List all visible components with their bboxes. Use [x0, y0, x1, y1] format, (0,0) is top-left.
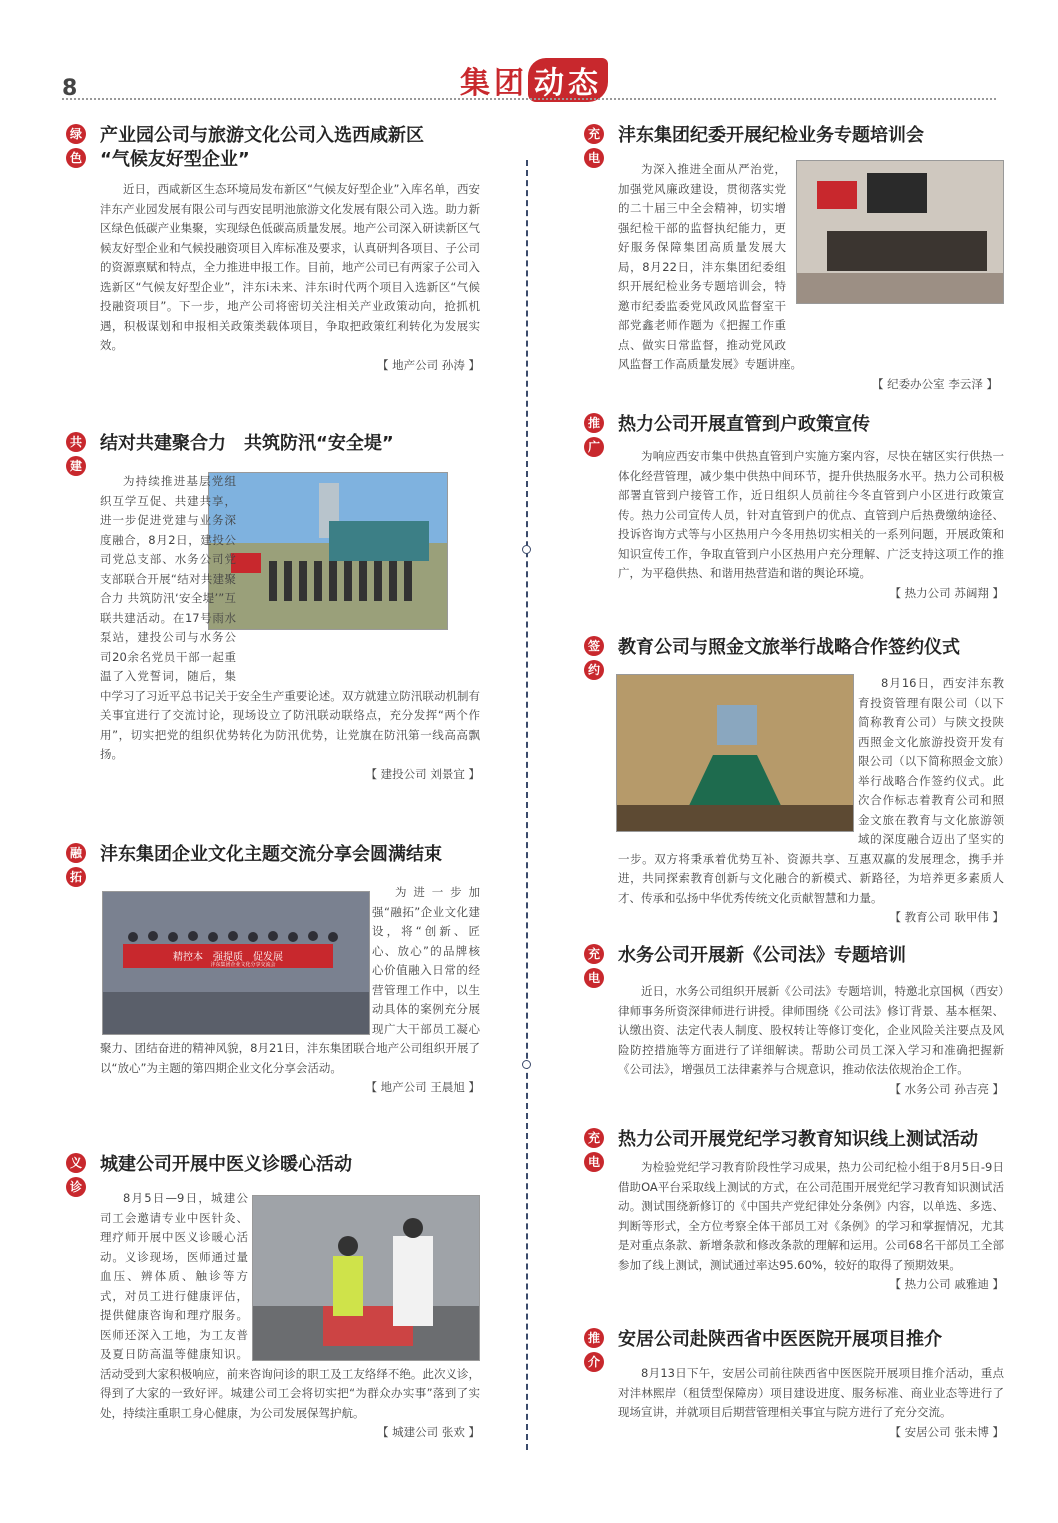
article-tag: 签 约	[584, 636, 606, 684]
article-source: 【 地产公司 孙涛 】	[377, 357, 480, 372]
article-source: 【 建投公司 刘景宜 】	[365, 766, 480, 781]
article-climate-friendly	[66, 124, 486, 384]
section-masthead	[460, 58, 608, 102]
article-title: 安居公司赴陕西省中医医院开展项目推介	[618, 1329, 942, 1350]
article-tag: 共 建	[66, 432, 88, 480]
article-source: 【 纪委办公室 李云泽 】	[872, 376, 998, 391]
article-body: 为进一步加强“融拓”企业文化建设，将“创新、匠心、放心”的品牌核心价值融入日常的经营管理工作中，以生动具体的案例充分展现广大干部员工凝心聚力、团结奋进的精神风貌，8月21日，沣东集团联合地产公司组织开展了以“放心”为主题的第四期企业文化分享会活动。 【 地产公司 王晨旭 】	[100, 883, 480, 1098]
article-tag: 推 广	[584, 413, 606, 461]
article-title: 沣东集团企业文化主题交流分享会圆满结束	[100, 844, 442, 865]
divider-dot	[522, 545, 531, 554]
article-body: 8月13日下午，安居公司前往陕西省中医医院开展项目推介活动，重点对沣林熙岸（租赁型保障房）项目建设进度、服务标准、商业业态等进行了现场宣讲，并就项目后期营管理相关事宜与院方进行了充分交流。 【 安居公司 张未博 】	[618, 1364, 1004, 1442]
article-flood-control	[66, 432, 486, 792]
divider-dot	[522, 1060, 531, 1069]
page-number: 8	[62, 76, 78, 101]
article-company-law-training	[584, 944, 1004, 1104]
article-title: 教育公司与照金文旅举行战略合作签约仪式	[618, 637, 960, 658]
article-title: 产业园公司与旅游文化公司入选西咸新区 “气候友好型企业”	[100, 125, 424, 170]
article-tag: 融 拓	[66, 843, 88, 891]
article-culture-sharing	[66, 843, 486, 1103]
article-tag: 充 电	[584, 944, 606, 992]
article-body: 8月16日，西安沣东教育投资管理有限公司（以下简称教育公司）与陕文投陕西照金文化旅游投资开发有限公司（以下简称照金文旅）举行战略合作签约仪式。此次合作标志着教育公司和照金文旅在教育与文化旅游领域的深度融合迈出了坚实的一步。双方将秉承着优势互补、资源共享、互惠双赢的发展理念，携手并进，共同探索教育创新与文化融合的新模式、新路径，为培养更多素质人才、传承和弘扬中华优秀传统文化贡献智慧和力量。 【 教育公司 耿甲伟 】	[618, 674, 1004, 928]
article-tag: 充 电	[584, 1128, 606, 1176]
article-body: 为深入推进全面从严治党，加强党风廉政建设，贯彻落实党的二十届三中全会精神，切实增强纪检干部的监督执纪能力，更好服务保障集团高质量发展大局，8月22日，沣东集团纪委组织开展纪检业务专题培训会，特邀市纪委监委党风政风监督室干部党鑫老师作题为《把握工作重点、做实日常监督，推动党风政风监督工作高质量发展》专题讲座。 【 纪委办公室 李云泽 】	[618, 160, 998, 394]
masthead-text: 集团	[460, 66, 528, 101]
article-body: 近日，水务公司组织开展新《公司法》专题培训，特邀北京国枫（西安）律师事务所资深律师进行讲授。律师围绕《公司法》修订背景、基本框架、认缴出资、法定代表人制度、股权转让等修订变化，企业风险关注要点及风险防控措施等方面进行了详细解读。帮助公司员工深入学习和准确把握新《公司法》，增强员工法律素养与合规意识，推动依法依规治企工作。 【 水务公司 孙吉亮 】	[618, 982, 1004, 1099]
masthead-stamp: 动态	[528, 58, 608, 102]
article-source: 【 城建公司 张欢 】	[377, 1425, 480, 1439]
article-title: 热力公司开展直管到户政策宣传	[618, 414, 870, 435]
article-body: 为检验党纪学习教育阶段性学习成果，热力公司纪检小组于8月5日-9日借助OA平台采取线上测试的方式，在公司范围开展党纪学习教育知识测试活动。测试围绕新修订的《中国共产党纪律处分条例》内容，以单选、多选、判断等形式，全方位考察全体干部员工对《条例》的学习和掌握情况，尤其是对重点条款、新增条款和修改条款的理解和运用。公司68名干部员工全部参加了线上测试，测试通过率达95.60%，较好的取得了预期效果。 【 热力公司 戚雅迪 】	[618, 1158, 1004, 1295]
article-discipline-test	[584, 1128, 1004, 1308]
article-tag: 充 电	[584, 124, 606, 172]
article-discipline-training	[584, 124, 1004, 391]
article-tcm-clinic	[66, 1153, 486, 1453]
photo-spacer	[236, 472, 480, 672]
photo-spacer	[100, 883, 372, 1035]
article-source: 【 安居公司 张未博 】	[889, 1424, 1004, 1439]
article-tag: 义 诊	[66, 1153, 88, 1201]
article-title: 结对共建聚合力 共筑防汛“安全堤”	[100, 433, 394, 454]
photo-spacer	[248, 1189, 480, 1361]
article-body: 为响应西安市集中供热直管到户实施方案内容，尽快在辖区实行供热一体化经营管理，减少集中供热中间环节，提升供热服务水平。热力公司积极部署直管到户接管工作，近日组织人员前往今冬直管到户小区进行政策宣传。热力公司宣传人员，针对直管到户的优点、直管到户后热费缴纳途径、投诉咨询方式等与小区热用户今冬用热切实相关的一系列问题，开展政策和知识宣传工作，争取直管到户小区热用户充分理解、广泛支持这项工作的推广，为平稳供热、和谐用热营造和谐的舆论环境。 【 热力公司 苏阔翔 】	[618, 447, 1004, 603]
article-title: 城建公司开展中医义诊暖心活动	[100, 1154, 352, 1175]
article-education-signing	[584, 636, 1004, 936]
article-heating-policy	[584, 413, 1004, 608]
article-title: 热力公司开展党纪学习教育知识线上测试活动	[618, 1129, 978, 1150]
photo-spacer	[786, 160, 998, 340]
article-body: 为持续推进基层党组织互学互促、共建共享，进一步促进党建与业务深度融合，8月2日，建投公司党总支部、水务公司党支部联合开展“结对共建聚合力 共筑防汛‘安全堤’”互联共建活动。在17号雨水泵站，建投公司与水务公司20余名党员干部一起重温了入党誓词，随后，集中学习了习近平总书记关于安全生产重要论述。双方就建立防汛联动机制有关事宜进行了交流讨论，现场设立了防汛联动联络点，充分发挥“两个作用”，切实把党的组织优势转化为防汛优势，让党旗在防汛第一线高高飘扬。 【 建投公司 刘景宜 】	[100, 472, 480, 784]
article-source: 【 热力公司 戚雅迪 】	[889, 1277, 1004, 1291]
banner-subtext: 沣东集团企业文化分享交流会	[210, 962, 276, 968]
article-title: 水务公司开展新《公司法》专题培训	[618, 945, 906, 966]
article-tag: 推 介	[584, 1328, 606, 1376]
banner-text: 精控本 强提质 促发展	[173, 952, 283, 963]
article-housing-promotion	[584, 1328, 1004, 1458]
article-tag: 绿 色	[66, 124, 88, 172]
article-source: 【 地产公司 王晨旭 】	[365, 1080, 480, 1094]
article-body: 8月5日—9日，城建公司工会邀请专业中医针灸、理疗师开展中医义诊暖心活动。义诊现场，医师通过量血压、辨体质、触诊等方式，对员工进行健康评估，提供健康咨询和理疗服务。医师还深入工地，为工友普及夏日防高温等健康知识。活动受到大家积极响应，前来咨询问诊的职工及工友络绎不绝。此次义诊，得到了大家的一致好评。城建公司工会将切实把“为群众办实事”落到了实处，持续注重职工身心健康，为公司发展保驾护航。 【 城建公司 张欢 】	[100, 1189, 480, 1443]
article-source: 【 教育公司 耿甲伟 】	[889, 910, 1004, 924]
photo-spacer	[618, 674, 858, 834]
article-body: 近日，西咸新区生态环境局发布新区“气候友好型企业”入库名单，西安沣东产业园发展有限公司与西安昆明池旅游文化发展有限公司入选。助力新区绿色低碳产业集聚，实现绿色低碳高质量发展。地产公司深入研读新区气候友好型企业和气候投融资项目入库标准及要求，认真研判各项目、子公司的资源禀赋和特点，全力推进申报工作。目前，地产公司已有两家子公司入选新区“气候友好型企业”，沣东i未来、沣东i时代两个项目入选新区“气候投融资项目”。下一步，地产公司将密切关注相关产业政策动向，抢抓机遇，积极谋划和申报相关政策类载体项目，争取把政策红利转化为发展实效。 【 地产公司 孙涛 】	[100, 180, 480, 375]
header-rule	[62, 98, 996, 100]
article-source: 【 水务公司 孙吉亮 】	[889, 1081, 1004, 1096]
column-divider	[526, 160, 528, 1450]
article-title: 沣东集团纪委开展纪检业务专题培训会	[618, 125, 924, 146]
article-source: 【 热力公司 苏阔翔 】	[889, 585, 1004, 600]
